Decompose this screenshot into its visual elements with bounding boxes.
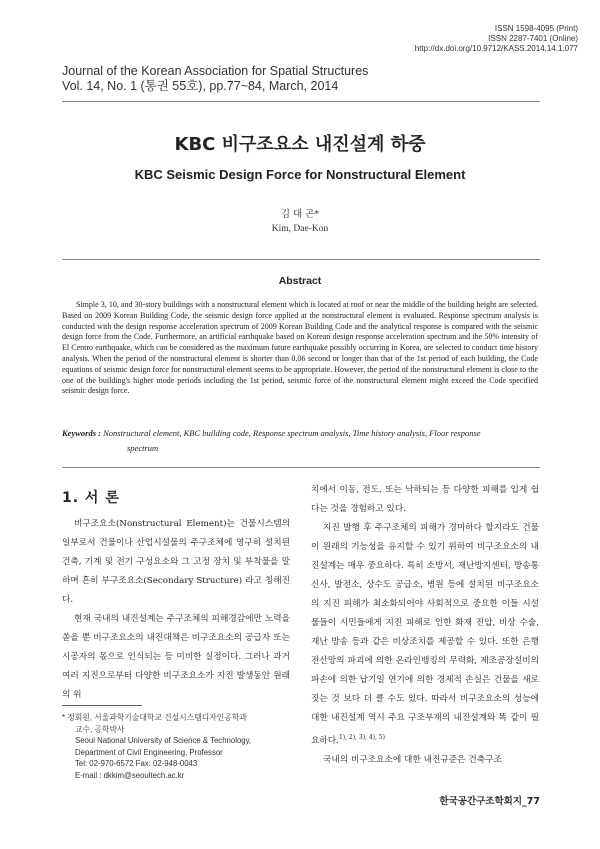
author-english: Kim, Dae-Kon (271, 224, 329, 234)
abstract-text: Simple 3, 10, and 30-story buildings with a nonstructural element which is located at roof or near the middle of the building height are selected. Based on 2009 Korean Building Code, the seismic design force applied at the nonstructural element is evaluated. Response spectrum analysis is conducted with the design response acceleration spectrum of 2009 Korean Building Code and the analytical response is compared with the seismic design force from the Code. Furthermore, an artificial earthquake based on Korean design response acceleration spectrum and the 50% intensity of El Centro earthquake, which can be considered as the maximum future earthquake possibly occurring in Korea, are selected to conduct time history analysis. When the period of the nonstructural element is shorter than 0.06 second or longer than that of the 1st period of each building, the Code equations of seismic design force for nonstructural element seems to be appropriate. However, the period of the nonstructural element is close to the one of the building's higher mode periods including the 1st period, seismic force of the nonstructural element might exceed the Code specified seismic design force. (62, 300, 538, 396)
footnote-line: Tel: 02-970-6572 Fax: 02-948-0043 (75, 759, 198, 768)
intro-paragraph-1: 비구조요소(Nonstructural Element)는 건물시스템의 일부로서 건물이나 산업시설물의 주구조체에 영구히 설치된 건축, 기계 및 전기 구성요소와 그 고정 장치 및 부착물을 말하며 흔히 부구조요소(Secondary Structure) 라고 칭해진다. (62, 519, 290, 605)
abstract-bottom-rule (62, 467, 540, 468)
footnote-line: Seoul National University of Science & Technology, (75, 736, 252, 745)
abstract-top-rule (62, 259, 540, 260)
footnote-line: * 정회원, 서울과학기술대학교 건설시스템디자인공학과 (62, 713, 247, 722)
journal-header (62, 64, 368, 94)
doi-link[interactable]: http://dx.doi.org/10.9712/KASS.2014.14.1.077 (414, 44, 578, 53)
intro-paragraph-3: 지진 발행 후 주구조체의 피해가 경미하다 할지라도 건물이 원래의 기능성을 유지할 수 있기 위하여 비구조요소의 내진설계는 매우 중요하다. 특히 소방서, 재난방지센터, 방송통신사, 발전소, 상수도 공급소, 병원 등에 설치된 비구조요소의 지진 피해가 최소화되어야 사회적으로 중요한 이들 시설물들이 시민들에게 지진 피해로 인한 화재 진압, 비상 수술, 재난 방송 등과 같은 비상조치를 제공할 수 있다. 또한 은행전산망의 파괴에 의한 온라인뱅킹의 무력화, 제조공장설비의 파손에 의한 납기일 연기에 의한 경제적 손실은 건물을 새로 짓는 것 보다 더 클 수도 있다. 따라서 비구조요소의 성능에 대한 내진설계 역시 주요 구조부재의 내진설계와 똑 같이 필요하다.$^{1), 2), 3), 4), 5)}$ (311, 523, 539, 746)
issn-block (415, 24, 578, 54)
keywords-line2: spectrum (127, 443, 159, 453)
intro-paragraph-2: 현재 국내의 내진설계는 주구조체의 피해경감에만 노력을 쏟을 뿐 비구조요소의 내진대책은 비구조요소의 공급자 또는 시공자의 몫으로 인식되는 등 미비한 실정이다. 그러나 과거 여러 지진으로부터 다양한 비구조요소가 지진 발생동안 원래의 위 (62, 614, 290, 700)
footnote-email: E-mail : dkkim@seoultech.ac.kr (75, 770, 185, 780)
keywords (62, 426, 538, 456)
author-footnote (62, 712, 302, 781)
keywords-line1: Nonstructural element, KBC building code, Response spectrum analysis, Time history analysis, Floor response (103, 428, 481, 438)
issn-online: ISSN 2287-7401 (Online) (488, 34, 578, 43)
paper-title-english: KBC Seismic Design Force for Nonstructural Element (134, 167, 466, 182)
left-column (62, 515, 290, 705)
keywords-label: Keywords : (62, 428, 101, 438)
abstract-heading: Abstract (278, 275, 322, 287)
intro-paragraph-continued: 치에서 이동, 전도, 또는 낙하되는 등 다양한 피해를 입게 쉽다는 것을 경험하고 있다. (311, 485, 539, 514)
section-heading-intro: 1. 서 론 (62, 490, 120, 506)
right-column (311, 481, 539, 770)
reference-superscript: 1), 2), 3), 4), 5) (338, 734, 386, 741)
journal-name: Journal of the Korean Association for Spatial Structures (62, 64, 369, 78)
page-footer: 한국공간구조학회지_77 (439, 796, 540, 807)
footnote-line: 교수, 공학박사 (75, 724, 125, 734)
footnote-rule (62, 705, 142, 706)
author-korean: 김 대 곤* (280, 209, 320, 220)
header-divider (62, 101, 540, 102)
issn-print: ISSN 1598-4095 (Print) (494, 24, 578, 33)
journal-citation: Vol. 14, No. 1 (통권 55호), pp.77~84, March, 2014 (62, 79, 339, 93)
intro-paragraph-4: 국내의 비구조요소에 대한 내진규준은 건축구조 (323, 754, 502, 765)
paper-title-korean: KBC 비구조요소 내진설계 하중 (174, 134, 426, 155)
footnote-line: Department of Civil Engineering, Professor (75, 747, 223, 757)
